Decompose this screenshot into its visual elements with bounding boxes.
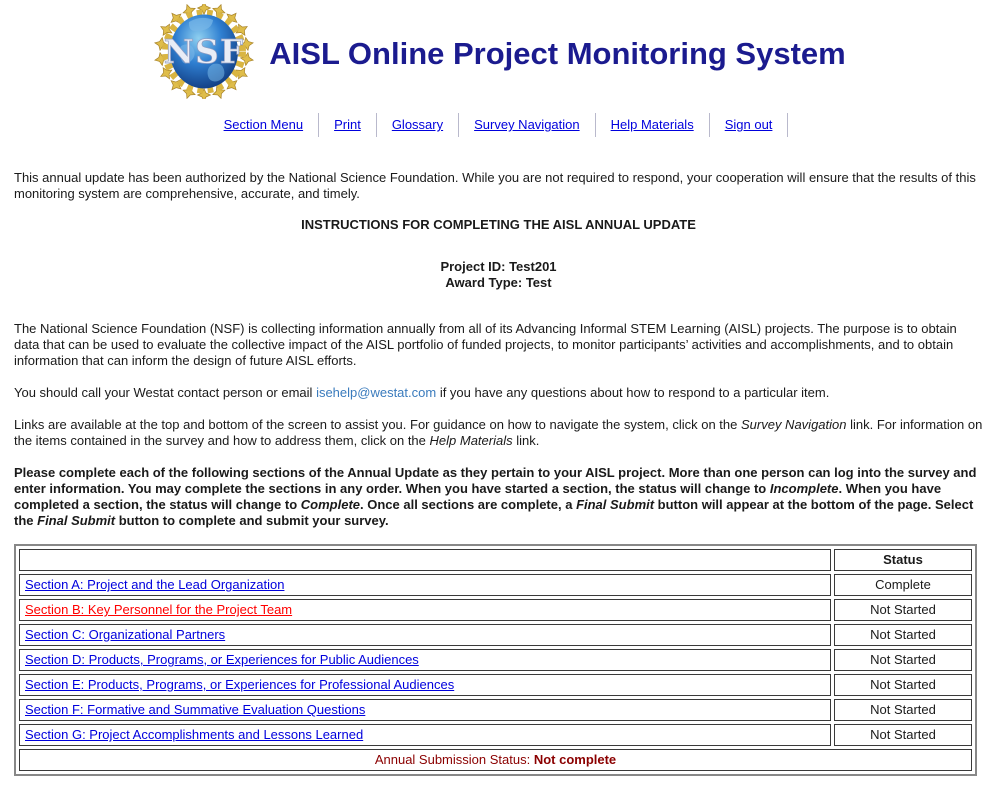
table-row xyxy=(19,574,972,596)
page-header xyxy=(0,0,997,103)
navhelp-survey-navigation-term: Survey Navigation xyxy=(740,417,847,432)
nav-link-survey-navigation[interactable]: Survey Navigation xyxy=(474,117,580,132)
status-cell: Not Started xyxy=(834,624,972,646)
section-link-e[interactable]: Section E: Products, Programs, or Experiences for Professional Audiences xyxy=(25,677,455,692)
nav-link-sign-out[interactable]: Sign out xyxy=(724,117,773,132)
nav-link-glossary[interactable]: Glossary xyxy=(391,117,444,132)
section-link-g[interactable]: Section G: Project Accomplishments and Lessons Learned xyxy=(25,727,364,742)
complete-term: Complete xyxy=(300,497,361,512)
nav-divider xyxy=(787,113,788,137)
instructions-heading: INSTRUCTIONS FOR COMPLETING THE AISL ANNUAL UPDATE xyxy=(301,217,696,232)
completion-instructions-paragraph xyxy=(14,465,983,529)
table-row xyxy=(19,699,972,721)
nav-divider xyxy=(709,113,710,137)
contact-text-before: You should call your Westat contact person or email xyxy=(14,385,317,400)
contact-paragraph xyxy=(14,385,983,401)
status-cell: Not Started xyxy=(834,649,972,671)
navhelp-help-materials-term: Help Materials xyxy=(429,433,513,448)
status-cell: Complete xyxy=(834,574,972,596)
table-row xyxy=(19,674,972,696)
section-link-c[interactable]: Section C: Organizational Partners xyxy=(25,627,226,642)
completion-text: Please complete each of the following sections of the Annual Update as they pertain to your AISL project. More than one person can log into the survey and enter information. You may complete the sections in any order. When you have started a section, the status will change to xyxy=(14,465,977,496)
table-row xyxy=(19,724,972,746)
project-id-label: Project ID: Test201 xyxy=(440,259,557,274)
nav-divider xyxy=(458,113,459,137)
top-nav xyxy=(0,113,997,137)
nav-link-print[interactable]: Print xyxy=(334,117,361,132)
nav-divider xyxy=(376,113,377,137)
completion-text: button will appear at the bottom of the page. Select the xyxy=(14,497,974,528)
nsf-logo-icon xyxy=(151,4,257,103)
table-row xyxy=(19,649,972,671)
contact-text-after: if you have any questions about how to respond to a particular item. xyxy=(436,385,830,400)
email-link[interactable]: isehelp@westat.com xyxy=(316,385,437,400)
sections-status-table xyxy=(14,544,977,776)
navigation-help-paragraph xyxy=(14,417,983,449)
navhelp-text: link. For information on the items contained in the survey and how to address them, click on the xyxy=(14,417,983,448)
award-type-label: Award Type: Test xyxy=(445,275,552,290)
nsf-logo-text: NSF xyxy=(164,32,245,71)
nav-divider xyxy=(318,113,319,137)
section-link-d[interactable]: Section D: Products, Programs, or Experiences for Public Audiences xyxy=(25,652,419,667)
status-cell: Not Started xyxy=(834,599,972,621)
purpose-paragraph: The National Science Foundation (NSF) is collecting information annually from all of its Advancing Informal STEM Learning (AISL) projects. The purpose is to obtain data that can be used to evaluate the collective impact of the AISL portfolio of funded projects, to monitor participants’ activities and accomplishments, and to obtain information that can inform the design of future AISL efforts. xyxy=(14,321,957,368)
status-cell: Not Started xyxy=(834,674,972,696)
nav-link-help-materials[interactable]: Help Materials xyxy=(610,117,694,132)
section-link-f[interactable]: Section F: Formative and Summative Evaluation Questions xyxy=(25,702,366,717)
section-link-b[interactable]: Section B: Key Personnel for the Project Team xyxy=(25,602,293,617)
table-row xyxy=(19,599,972,621)
completion-text: . When you have completed a section, the status will change to xyxy=(14,481,942,512)
final-submit-term: Final Submit xyxy=(37,513,116,528)
navhelp-text: link. xyxy=(512,433,540,448)
status-column-header: Status xyxy=(834,549,972,571)
completion-text: button to complete and submit your survey. xyxy=(115,513,389,528)
page-title: AISL Online Project Monitoring System xyxy=(269,35,846,71)
navhelp-text: Links are available at the top and bottom of the screen to assist you. For guidance on how to navigate the system, click on the xyxy=(14,417,741,432)
nav-divider xyxy=(595,113,596,137)
main-content xyxy=(0,170,997,796)
empty-header-cell xyxy=(19,549,831,571)
status-cell: Not Started xyxy=(834,699,972,721)
final-submit-term: Final Submit xyxy=(576,497,655,512)
completion-text: . Once all sections are complete, a xyxy=(360,497,577,512)
table-row xyxy=(19,624,972,646)
table-footer-row xyxy=(19,749,972,771)
annual-submission-status xyxy=(19,749,972,771)
section-link-a[interactable]: Section A: Project and the Lead Organization xyxy=(25,577,285,592)
project-info-block xyxy=(14,259,983,291)
status-cell: Not Started xyxy=(834,724,972,746)
table-header-row xyxy=(19,549,972,571)
incomplete-term: Incomplete xyxy=(769,481,839,496)
submission-status-label: Annual Submission Status: xyxy=(374,752,534,767)
nav-link-section-menu[interactable]: Section Menu xyxy=(223,117,304,132)
authorization-paragraph: This annual update has been authorized by the National Science Foundation. While you are not required to respond, your cooperation will ensure that the results of this monitoring system are comprehensive, accurate, and timely. xyxy=(14,170,976,201)
submission-status-value: Not complete xyxy=(533,752,617,767)
